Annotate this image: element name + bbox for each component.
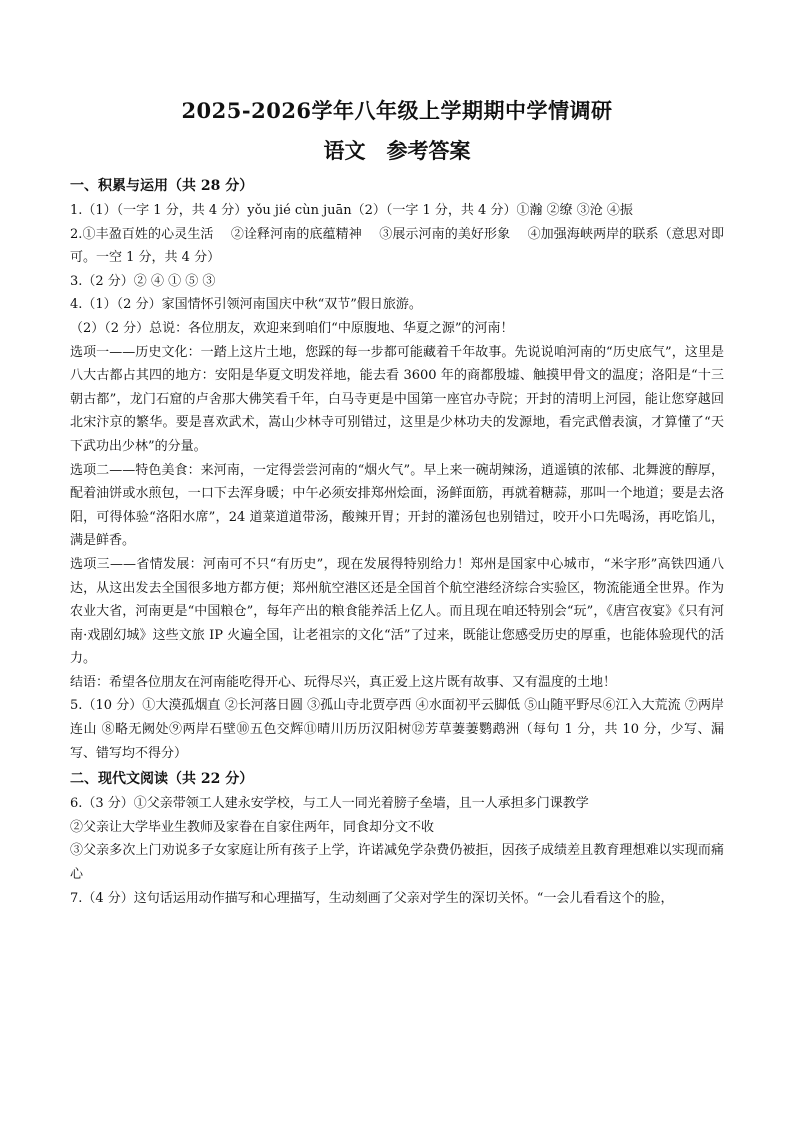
answer-line: 7.（4 分）这句话运用动作描写和心理描写，生动刻画了父亲对学生的深切关怀。“一会儿看看这个的脸， bbox=[70, 890, 674, 906]
document-title: 2025-2026学年八年级上学期期中学情调研 bbox=[181, 98, 613, 123]
answer-paragraph: 选项二——特色美食：来河南，一定得尝尝河南的“烟火气”。早上来一碗胡辣汤，逍遥镇的浓郁、北舞渡的醇厚，配着油饼或水煎包，一口下去浑身暖；中午必须安排郑州烩面，汤鲜面筋，再就着糖蒜，那叫一个地道；要是去洛阳，可得体验“洛阳水席”，24 道菜道道带汤，酸辣开胃；开封的灌汤包也别错过，咬开小口先喝汤，再吃馅儿，满是鲜香。 bbox=[70, 462, 724, 549]
answer-line: ②父亲让大学毕业生教师及家眷在自家住两年，同食却分文不收 bbox=[70, 819, 435, 835]
section-accumulation bbox=[70, 174, 724, 765]
answer-paragraph: 选项一——历史文化：一踏上这片土地，您踩的每一步都可能藏着千年故事。先说说咱河南的“历史底气”，这里是八大古都占其四的地方：安阳是华夏文明发祥地，能去看 3600 年的商都殷墟、触摸甲骨文的温度；洛阳是“十三朝古都”，龙门石窟的卢舍那大佛笑看千年，白马寺更是中国第一座官办寺院；开封的清明上河园，能让您穿越回北宋汴京的繁华。要是喜欢武术，嵩山少林寺可别错过，这里是少林功夫的发源地，看完武僧表演，才算懂了“天下武功出少林”的分量。 bbox=[70, 344, 724, 454]
section-heading: 一、积累与运用（共 28 分） bbox=[70, 178, 254, 194]
answer-line: 1.（1）（一字 1 分，共 4 分）yǒu jié cùn juān（2）（一字 1 分，共 4 分）①瀚 ②缭 ③沧 ④振 bbox=[70, 203, 633, 218]
section-heading: 二、现代文阅读（共 22 分） bbox=[70, 771, 254, 788]
answer-line: 2.①丰盈百姓的心灵生活 ②诠释河南的底蕴精神 ③展示河南的美好形象 ④加强海峡两岸的联系（意思对即可。一空 1 分，共 4 分） bbox=[70, 226, 724, 266]
answer-line: ③父亲多次上门劝说多子女家庭让所有孩子上学，许诺减免学杂费仍被拒，因孩子成绩差且教育理想难以实现而痛心 bbox=[70, 843, 724, 883]
document-subtitle: 语文 参考答案 bbox=[323, 138, 471, 163]
answer-line: 6.（3 分）①父亲带领工人建永安学校，与工人一同光着膀子垒墙，且一人承担多门课教学 bbox=[70, 796, 589, 812]
answer-line: 结语：希望各位朋友在河南能吃得开心、玩得尽兴，真正爱上这片既有故事、又有温度的土地！ bbox=[70, 674, 617, 690]
answer-line: （2）（2 分）总说：各位朋友，欢迎来到咱们“中原腹地、华夏之源”的河南！ bbox=[70, 320, 514, 336]
answer-line: 3.（2 分）② ④ ① ⑤ ③ bbox=[70, 273, 216, 289]
answer-paragraph: 选项三——省情发展：河南可不只“有历史”，现在发展得特别给力！郑州是国家中心城市，“米字形”高铁四通八达，从这出发去全国很多地方都方便；郑州航空港区还是全国首个航空港经济综合实验区，物流能通全世界。作为农业大省，河南更是“中国粮仓”，每年产出的粮食能养活上亿人。而且现在咱还特别会“玩”，《唐宫夜宴》《只有河南·戏剧幻城》这些文旅 IP 火遍全国，让老祖宗的文化“活”了过来，既能让您感受历史的厚重，也能体验现代的活力。 bbox=[70, 556, 724, 667]
section-modern-reading bbox=[70, 767, 724, 910]
answer-line: 5.（10 分）①大漠孤烟直 ②长河落日圆 ③孤山寺北贾亭西 ④水面初平云脚低 ⑤山随平野尽⑥江入大荒流 ⑦两岸连山 ⑧略无阙处⑨两岸石壁⑩五色交辉⑪晴川历历汉阳树⑫芳草萋萋鹦鹉洲（每句 1 分，共 10 分，少写、漏写、错写均不得分） bbox=[70, 698, 724, 761]
answer-line: 4.（1）（2 分）家国情怀引领河南国庆中秋“双节”假日旅游。 bbox=[70, 297, 422, 313]
